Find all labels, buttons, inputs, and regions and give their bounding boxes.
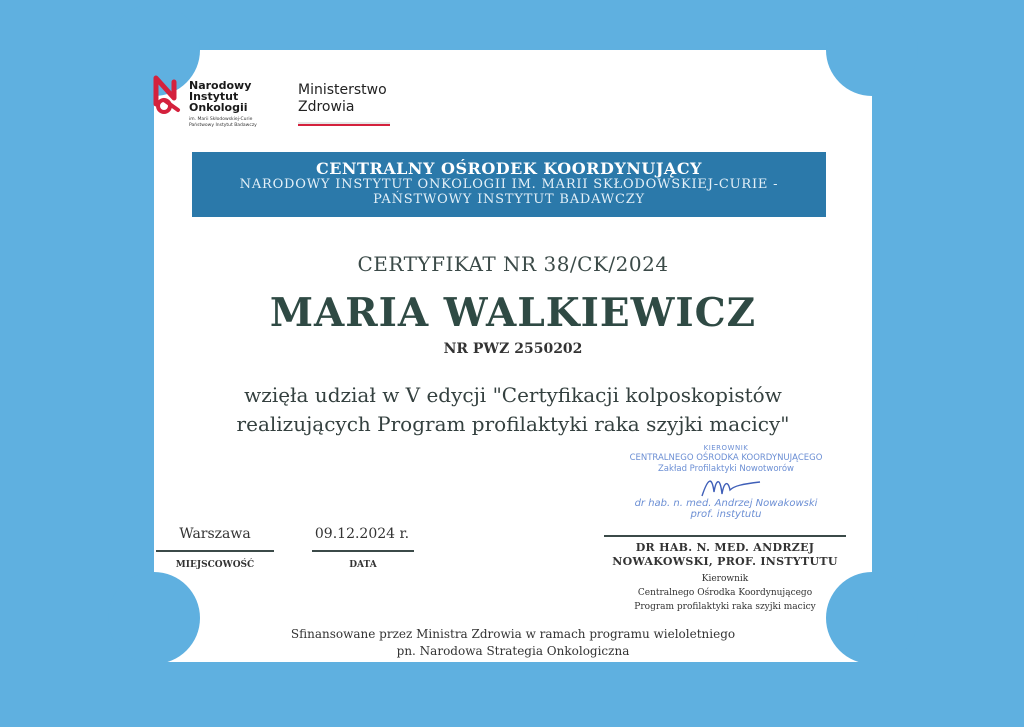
recipient-name: MARIA WALKIEWICZ [269, 290, 757, 336]
frame-corner-top-right [826, 4, 918, 96]
signer-role [604, 572, 846, 614]
place-label: MIEJSCOWOŚĆ [175, 560, 255, 570]
stamp-line-5: prof. instytutu [690, 509, 762, 520]
signer-name-line-2: NOWAKOWSKI, PROF. INSTYTUTU [612, 555, 838, 568]
funding-footer [154, 626, 872, 660]
date-value: 09.12.2024 r. [314, 526, 410, 542]
stamp-line-2: CENTRALNEGO OŚRODKA KOORDYNUJĄCEGO [629, 453, 823, 463]
signer-name [604, 541, 846, 569]
description-line-1: wzięła udział w V edycji "Certyfikacji kolposkopistów [244, 383, 782, 407]
place-value: Warszawa [179, 526, 251, 542]
signer-role-line-1: Kierownik [701, 574, 749, 584]
certificate-number: CERTYFIKAT NR 38/CK/2024 [357, 252, 669, 276]
nio-logo-subtitle-1: im. Marii Skłodowskiej-Curie [189, 117, 253, 122]
date-underline [312, 550, 414, 552]
nio-logo-name: Narodowy Instytut Onkologii [189, 79, 252, 114]
signature-icon [698, 472, 768, 502]
nio-logo-icon [152, 74, 186, 114]
stamp-line-3: Zakład Profilaktyki Nowotworów [657, 464, 794, 474]
ministry-logo [298, 82, 398, 132]
signature-line [604, 535, 846, 537]
signer-role-line-2: Centralnego Ośrodka Koordynującego [637, 588, 813, 598]
place-underline [156, 550, 274, 552]
recipient-pwz: NR PWZ 2550202 [443, 341, 583, 357]
header-banner [192, 152, 826, 217]
ministry-logo-text: Ministerstwo Zdrowia [298, 82, 387, 115]
date-label: DATA [349, 560, 377, 570]
certificate-description [154, 381, 872, 439]
signer-name-line-1: DR HAB. N. MED. ANDRZEJ [635, 541, 815, 554]
official-stamp [610, 442, 842, 530]
stamp-line-4: dr hab. n. med. Andrzej Nowakowski [634, 498, 818, 509]
stamp-line-1: KIEROWNIK [703, 444, 749, 452]
description-line-2: realizujących Program profilaktyki raka szyjki macicy" [236, 412, 790, 436]
banner-title: CENTRALNY OŚRODEK KOORDYNUJĄCY [316, 159, 702, 178]
nio-logo-subtitle-2: Państwowy Instytut Badawczy [189, 123, 257, 128]
footer-line-2: pn. Narodowa Strategia Onkologiczna [396, 644, 630, 658]
ministry-flag-bar [298, 122, 390, 126]
nio-logo-subtitle [189, 117, 257, 129]
footer-line-1: Sfinansowane przez Ministra Zdrowia w ramach programu wieloletniego [290, 627, 736, 641]
nio-logo [152, 74, 292, 134]
signer-role-line-3: Program profilaktyki raka szyjki macicy [634, 602, 816, 612]
banner-subtitle: NARODOWY INSTYTUT ONKOLOGII IM. MARII SKŁODOWSKIEJ-CURIE - PAŃSTWOWY INSTYTUT BADAWCZY [239, 177, 779, 207]
